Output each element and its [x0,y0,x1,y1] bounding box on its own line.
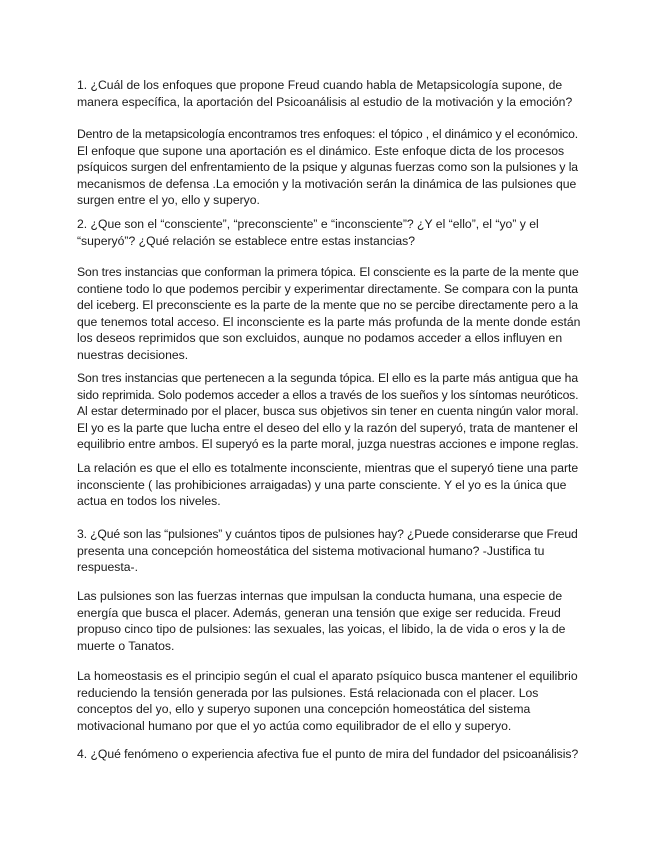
text-line: del iceberg. El preconsciente es la parte de la mente que no se percibe directamente pero a la [77,298,578,313]
question-4 [77,746,580,763]
text-line: “superyó”? ¿Qué relación se establece entre estas instancias? [77,233,416,248]
text-line: respuesta-. [77,560,138,575]
text-line: Las pulsiones son las fuerzas internas que impulsan la conducta humana, una especie de [77,589,563,603]
text-line: conceptos del yo, ello y superyo suponen una concepción homeostática del sistema [77,702,531,717]
text-line: El yo es la parte que lucha entre el deseo del ello y la razón del superyó, trata de mantener el [77,420,578,435]
text-line: La homeostasis es el principio según el cual el aparato psíquico busca mantener el equilibrio [77,669,578,683]
answer-2-first-topic [77,264,580,364]
text-line: manera específica, la aportación del Psicoanálisis al estudio de la motivación y la emoción? [77,94,573,109]
answer-2-relation [77,460,580,510]
text-line: Son tres instancias que conforman la primera tópica. El consciente es la parte de la mente que [77,265,579,279]
text-line: motivacional humano por que el yo actúa como equilibrador de el ello y superyo. [77,718,512,733]
answer-2-second-topic [77,370,580,453]
text-line: contiene todo lo que podemos percibir y experimentar directamente. Se compara con la punta [77,281,578,296]
text-line: propuso cinco tipo de pulsiones: las sexuales, las yoicas, el libido, la de vida o eros y la de [77,622,566,637]
text-line: 3. ¿Qué son las “pulsiones” y cuántos tipos de pulsiones hay? ¿Puede considerarse que Freud [77,527,578,541]
text-line: equilibrio entre ambos. El superyó es la parte moral, juzga nuestras acciones e impone reglas. [77,437,579,452]
text-line: Dentro de la metapsicología encontramos tres enfoques: el tópico , el dinámico y el económico. [77,127,578,141]
text-line: inconsciente ( las prohibiciones arraigadas) y una parte consciente. Y el yo es la única que [77,477,567,492]
answer-1 [77,126,580,209]
text-line: presenta una concepción homeostática del sistema motivacional humano? -Justifica tu [77,543,545,558]
text-line: El enfoque que supone una aportación es el dinámico. Este enfoque dicta de los procesos [77,143,565,158]
text-line: surgen entre el yo, ello y superyo. [77,193,260,208]
text-line: reduciendo la tensión generada por las pulsiones. Está relacionada con el placer. Los [77,685,539,700]
text-line: actua en todos los niveles. [77,494,221,509]
question-1 [77,77,580,110]
text-line: mecanismos de defensa .La emoción y la motivación serán la dinámica de las pulsiones que [77,176,577,191]
text-line: Al estar determinado por el placer, busca sus objetivos sin tener en cuenta ningún valor moral. [77,404,579,419]
text-line: psíquicos surgen del enfrentamiento de la psique y algunas fuerzas como son la pulsiones y la [77,160,578,175]
text-line: nuestras decisiones. [77,347,189,362]
text-line: 1. ¿Cuál de los enfoques que propone Freud cuando habla de Metapsicología supone, de [77,78,563,92]
text-line: 2. ¿Que son el “consciente”, “preconsciente” e “inconsciente”? ¿Y el “ello”, el “yo” y el [77,217,539,231]
text-line: 4. ¿Qué fenómeno o experiencia afectiva fue el punto de mira del fundador del psicoanálisis? [77,747,579,761]
text-line: los deseos reprimidos que son excluidos, aunque no podamos acceder a ellos influyen en [77,331,563,346]
answer-3-pulsiones [77,588,580,654]
text-line: muerte o Tanatos. [77,638,175,653]
text-line: energía que busca el placer. Además, generan una tensión que exige ser reducida. Freud [77,605,561,620]
text-line: sido reprimida. Solo podemos acceder a ellos a través de los sueños y los síntomas neuróticos. [77,387,579,402]
text-line: Son tres instancias que pertenecen a la segunda tópica. El ello es la parte más antigua que ha [77,371,578,385]
text-line: que tenemos total acceso. El inconsciente es la parte más profunda de la mente donde están [77,314,581,329]
text-line: La relación es que el ello es totalmente inconsciente, mientras que el superyó tiene una parte [77,461,579,475]
answer-3-homeostasis [77,668,580,734]
question-3 [77,526,580,576]
question-2 [77,216,580,249]
